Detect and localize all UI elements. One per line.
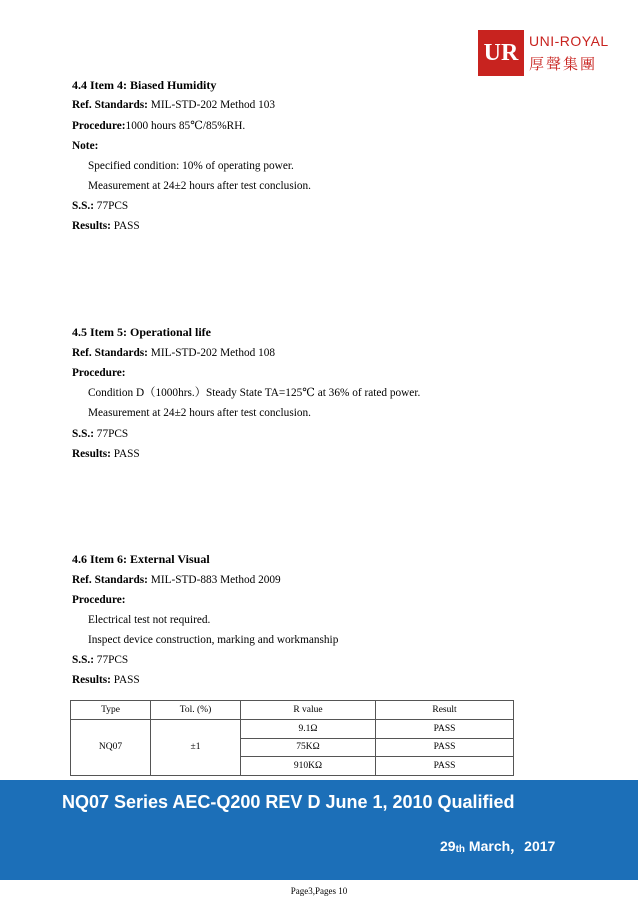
procedure-detail: Measurement at 24±2 hours after test conclusion. xyxy=(88,180,311,192)
logo-name-cn: 厚聲集團 xyxy=(529,55,598,73)
table-header: Type xyxy=(71,701,151,720)
type-cell: NQ07 xyxy=(71,719,151,775)
footer-date: 29th March，2017 xyxy=(440,838,556,855)
logo-mark: UR xyxy=(478,30,524,76)
result-cell: PASS xyxy=(376,738,514,757)
footer-title: NQ07 Series AEC-Q200 REV D June 1, 2010 Qualified xyxy=(62,792,515,812)
section-heading: 4.5 Item 5: Operational life xyxy=(72,325,211,339)
procedure-detail: Electrical test not required. xyxy=(88,614,211,626)
ref-standards-line: Ref. Standards: MIL-STD-883 Method 2009 xyxy=(72,574,281,586)
result-cell: PASS xyxy=(376,719,514,738)
procedure-line: Procedure:1000 hours 85℃/85%RH. xyxy=(72,120,246,132)
result-cell: PASS xyxy=(376,757,514,776)
sample-size-line: S.S.: 77PCS xyxy=(72,654,129,666)
procedure-label: Procedure: xyxy=(72,367,126,379)
sample-size-line: S.S.: 77PCS xyxy=(72,200,129,212)
results-line: Results: PASS xyxy=(72,448,140,460)
procedure-detail: Specified condition: 10% of operating power. xyxy=(88,160,294,172)
logo-name-en: UNI-ROYAL xyxy=(529,33,609,49)
procedure-label: Procedure: xyxy=(72,594,126,606)
r-value-cell: 910KΩ xyxy=(241,757,376,776)
table-header: Result xyxy=(376,701,514,720)
footer-band xyxy=(0,780,638,880)
procedure-detail: Inspect device construction, marking and workmanship xyxy=(88,634,339,646)
page-number: Page3,Pages 10 xyxy=(290,886,348,896)
note-label: Note: xyxy=(72,140,99,152)
table-row xyxy=(71,719,514,738)
r-value-cell: 9.1Ω xyxy=(241,719,376,738)
sample-size-line: S.S.: 77PCS xyxy=(72,428,129,440)
results-line: Results: PASS xyxy=(72,220,140,232)
results-table xyxy=(70,700,514,776)
section-heading: 4.4 Item 4: Biased Humidity xyxy=(72,78,217,92)
table-header: R value xyxy=(241,701,376,720)
section-heading: 4.6 Item 6: External Visual xyxy=(72,552,210,566)
table-header: Tol. (%) xyxy=(151,701,241,720)
ref-standards-line: Ref. Standards: MIL-STD-202 Method 108 xyxy=(72,347,276,359)
ref-standards-line: Ref. Standards: MIL-STD-202 Method 103 xyxy=(72,99,276,111)
results-line: Results: PASS xyxy=(72,674,140,686)
table-header-row xyxy=(71,701,514,720)
tolerance-cell: ±1 xyxy=(151,719,241,775)
procedure-detail: Measurement at 24±2 hours after test conclusion. xyxy=(88,407,311,419)
procedure-detail: Condition D（1000hrs.）Steady State TA=125℃ at 36% of rated power. xyxy=(88,387,421,399)
r-value-cell: 75KΩ xyxy=(241,738,376,757)
